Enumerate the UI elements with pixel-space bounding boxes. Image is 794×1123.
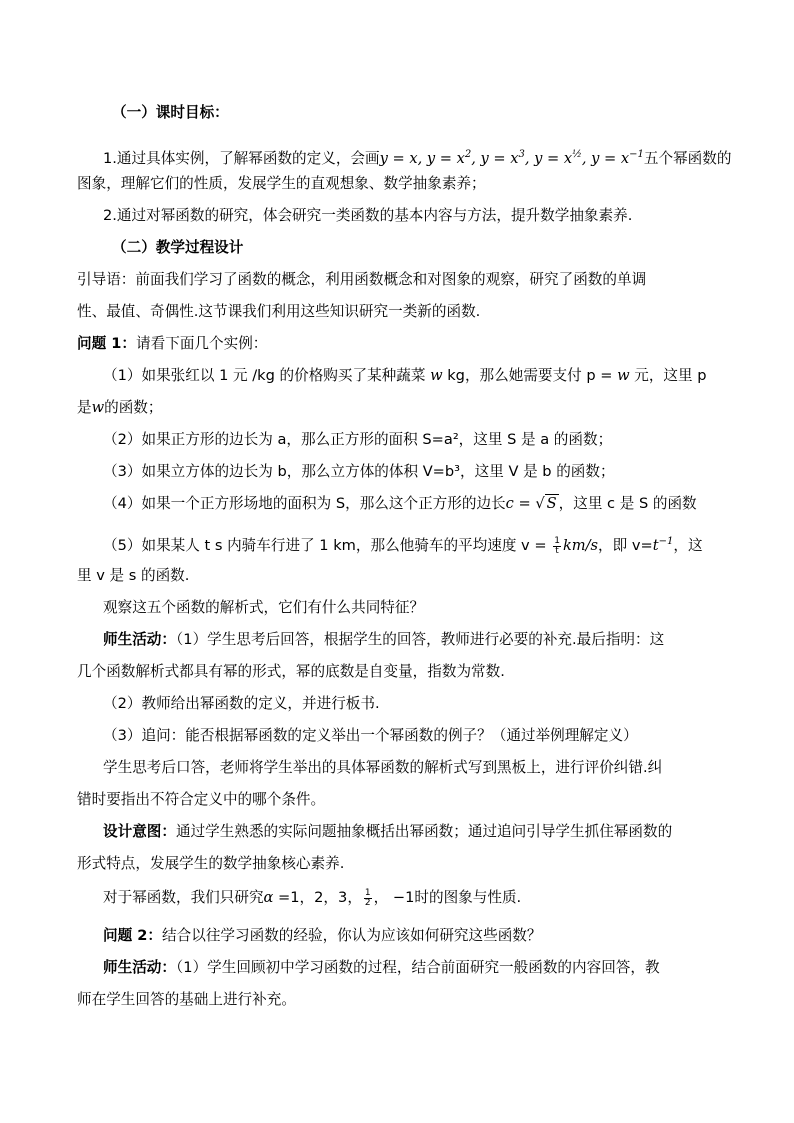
example-5-cont: 里 v 是 s 的函数. [77,567,190,584]
objective-item-1-cont: 图象，理解它们的性质，发展学生的直观想象、数学抽象素养； [77,175,486,192]
alpha-values-line: 对于幂函数，我们只研究α =1，2，3， $\frac{1}{2}$ ， −1时的图象与性质. [103,887,522,908]
fraction-1-over-t: $\frac{1}{t}$ [554,535,560,556]
activity-1-para-1: 学生思考后口答，老师将学生举出的具体幂函数的解析式写到黑板上，进行评价纠错.纠 [103,759,663,776]
intro-line-2: 性、最值、奇偶性.这节课我们利用这些知识研究一类新的函数. [77,303,481,320]
activity-1-line-2: 几个函数解析式都具有幂的形式，幂的底数是自变量，指数为常数. [77,663,505,680]
activity-2-line-2: 师在学生回答的基础上进行补充。 [77,991,296,1008]
power-functions-formula: y = x, $y = x^2$, $y = x^3$, $y = x^{\frac{1}{2}}$, $y = x^{-1}$ [379,149,644,167]
question-2: 问题 2：结合以往学习函数的经验，你认为应该如何研究这些函数？ [103,927,542,944]
example-5: （5）如果某人 t s 内骑车行进了 1 km，那么他骑车的平均速度 v = $\frac{1}{t}$ km/s，即 $v=t^{-1}$，这 [103,535,703,556]
example-4: （4）如果一个正方形场地的面积为 S，那么这个正方形的边长c = √ S ，这里 c 是 S 的函数 [103,495,697,512]
objective-item-2: 2.通过对幂函数的研究，体会研究一类函数的基本内容与方法，提升数学抽象素养. [103,207,633,224]
activity-1-para-2: 错时要指出不符合定义中的哪个条件。 [77,791,326,808]
design-intent-line-2: 形式特点，发展学生的数学抽象核心素养. [77,855,345,872]
intro-line-1: 引导语：前面我们学习了函数的概念，利用函数概念和对图象的观察，研究了函数的单调 [77,271,647,288]
design-intent-line-1: 设计意图：通过学生熟悉的实际问题抽象概括出幂函数；通过追问引导学生抓住幂函数的 [103,823,673,840]
example-1-cont: 是w的函数； [77,399,163,416]
section-title-objectives: （一）课时目标： [112,104,229,121]
example-2: （2）如果正方形的边长为 a，那么正方形的面积 S=a²，这里 S 是 a 的函数； [103,431,613,448]
activity-1-line-1: 师生活动：（1）学生思考后回答，根据学生的回答，教师进行必要的补充.最后指明：这 [103,631,665,648]
example-3: （3）如果立方体的边长为 b，那么立方体的体积 V=b³，这里 V 是 b 的函数； [103,463,615,480]
example-1: （1）如果张红以 1 元 /kg 的价格购买了某种蔬菜 w kg，那么她需要支付 p = w 元，这里 p [103,367,707,384]
objective-item-1: 1.通过具体实例，了解幂函数的定义，会画y = x, $y = x^2$, $y = x^3$, $y = x^{\frac{1}{2}}$, $y = x^{-1}$五个幂函数的 [103,149,732,167]
observe-question: 观察这五个函数的解析式，它们有什么共同特征？ [103,599,425,616]
activity-1-item-3: （3）追问：能否根据幂函数的定义举出一个幂函数的例子？（通过举例理解定义） [103,727,638,744]
question-1: 问题 1：请看下面几个实例： [77,335,268,352]
activity-2-line-1: 师生活动：（1）学生回顾初中学习函数的过程，结合前面研究一般函数的内容回答，教 [103,959,660,976]
fraction-one-half: $\frac{1}{2}$ [364,887,371,908]
t-inverse: $t^{-1}$ [652,536,674,554]
activity-1-item-2: （2）教师给出幂函数的定义，并进行板书. [103,695,380,712]
section-title-process: （二）教学过程设计 [112,239,244,256]
sqrt-formula: c = √ S [505,495,557,512]
